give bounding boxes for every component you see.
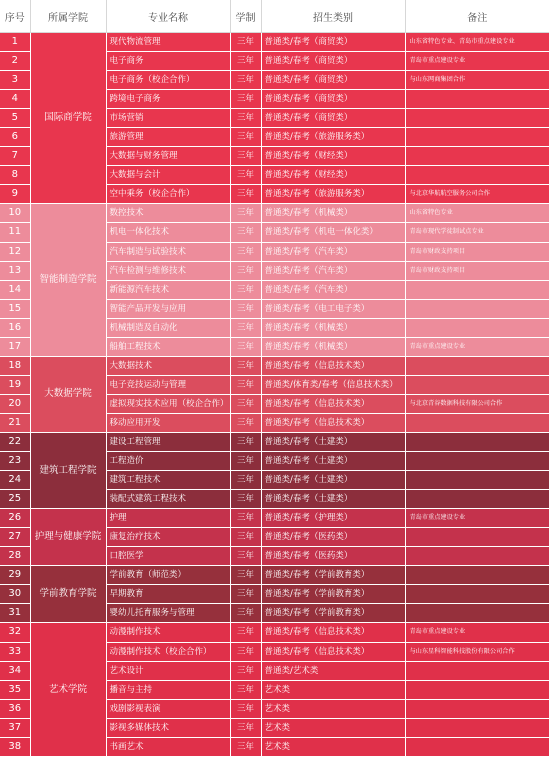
admission-category: 普通类/春考（商贸类） (261, 90, 405, 109)
admission-category: 普通类/春考（医药类） (261, 528, 405, 547)
major-name: 电子商务 (106, 52, 230, 71)
duration: 三年 (230, 71, 261, 90)
remark (405, 413, 549, 432)
header-note: 备注 (405, 0, 549, 33)
table-row (0, 566, 549, 585)
admission-category: 普通类/春考（机械类） (261, 337, 405, 356)
remark: 山东省特色专业 (405, 204, 549, 223)
admission-category: 普通类/春考（信息技术类） (261, 642, 405, 661)
table-row (0, 509, 549, 528)
duration: 三年 (230, 166, 261, 185)
duration: 三年 (230, 394, 261, 413)
duration: 三年 (230, 623, 261, 642)
duration: 三年 (230, 509, 261, 528)
admission-category: 普通类/艺术类 (261, 661, 405, 680)
row-number: 8 (0, 166, 30, 185)
college-name: 艺术学院 (30, 623, 106, 756)
remark (405, 471, 549, 490)
row-number: 37 (0, 718, 30, 737)
row-number: 1 (0, 33, 30, 52)
major-name: 大数据技术 (106, 356, 230, 375)
remark: 与北京青谷数据科技有限公司合作 (405, 394, 549, 413)
admission-category: 普通类/春考（信息技术类） (261, 623, 405, 642)
admission-category: 普通类/春考（商贸类） (261, 33, 405, 52)
remark: 青岛市重点建设专业 (405, 509, 549, 528)
duration: 三年 (230, 299, 261, 318)
duration: 三年 (230, 128, 261, 147)
admission-category: 普通类/春考（商贸类） (261, 52, 405, 71)
remark (405, 356, 549, 375)
major-name: 学前教育（师范类） (106, 566, 230, 585)
remark: 青岛市重点建设专业 (405, 623, 549, 642)
row-number: 32 (0, 623, 30, 642)
major-name: 智能产品开发与应用 (106, 299, 230, 318)
remark (405, 147, 549, 166)
duration: 三年 (230, 356, 261, 375)
remark: 青岛市重点建设专业 (405, 337, 549, 356)
major-name: 市场营销 (106, 109, 230, 128)
major-name: 动漫制作技术 (106, 623, 230, 642)
remark (405, 432, 549, 451)
remark (405, 109, 549, 128)
duration: 三年 (230, 185, 261, 204)
admission-category: 普通类/春考（机械类） (261, 318, 405, 337)
remark: 青岛市财政支持项目 (405, 242, 549, 261)
major-name: 数控技术 (106, 204, 230, 223)
remark (405, 661, 549, 680)
admission-category: 普通类/春考（汽车类） (261, 242, 405, 261)
duration: 三年 (230, 737, 261, 756)
admission-category: 普通类/春考（土建类） (261, 452, 405, 471)
duration: 三年 (230, 471, 261, 490)
duration: 三年 (230, 604, 261, 623)
row-number: 22 (0, 432, 30, 451)
row-number: 12 (0, 242, 30, 261)
row-number: 7 (0, 147, 30, 166)
remark: 青岛市现代学徒制试点专业 (405, 223, 549, 242)
duration: 三年 (230, 718, 261, 737)
major-name: 康复治疗技术 (106, 528, 230, 547)
admission-category: 普通类/春考（学前教育类） (261, 566, 405, 585)
major-name: 工程造价 (106, 452, 230, 471)
header-category: 招生类别 (261, 0, 405, 33)
major-name: 装配式建筑工程技术 (106, 490, 230, 509)
header-major: 专业名称 (106, 0, 230, 33)
college-name: 大数据学院 (30, 356, 106, 432)
table-row (0, 33, 549, 52)
admission-category: 艺术类 (261, 737, 405, 756)
admission-category: 普通类/春考（机电一体化类） (261, 223, 405, 242)
major-name: 电子商务（校企合作） (106, 71, 230, 90)
remark: 青岛市财政支持项目 (405, 261, 549, 280)
row-number: 30 (0, 585, 30, 604)
admission-category: 艺术类 (261, 699, 405, 718)
major-name: 船舶工程技术 (106, 337, 230, 356)
header-duration: 学制 (230, 0, 261, 33)
remark (405, 490, 549, 509)
row-number: 4 (0, 90, 30, 109)
major-name: 移动应用开发 (106, 413, 230, 432)
duration: 三年 (230, 337, 261, 356)
major-name: 空中乘务（校企合作） (106, 185, 230, 204)
row-number: 13 (0, 261, 30, 280)
row-number: 35 (0, 680, 30, 699)
remark (405, 604, 549, 623)
duration: 三年 (230, 33, 261, 52)
college-name: 学前教育学院 (30, 566, 106, 623)
row-number: 6 (0, 128, 30, 147)
remark (405, 718, 549, 737)
remark: 青岛市重点建设专业 (405, 52, 549, 71)
remark (405, 585, 549, 604)
admission-category: 普通类/春考（财经类） (261, 147, 405, 166)
admission-category: 普通类/春考（护理类） (261, 509, 405, 528)
duration: 三年 (230, 661, 261, 680)
remark (405, 699, 549, 718)
duration: 三年 (230, 528, 261, 547)
remark: 与山东星科智能科技股份有限公司合作 (405, 642, 549, 661)
remark (405, 566, 549, 585)
admission-category: 普通类/体育类/春考（信息技术类） (261, 375, 405, 394)
row-number: 31 (0, 604, 30, 623)
major-name: 护理 (106, 509, 230, 528)
major-name: 电子竞技运动与管理 (106, 375, 230, 394)
row-number: 29 (0, 566, 30, 585)
remark (405, 737, 549, 756)
row-number: 28 (0, 547, 30, 566)
duration: 三年 (230, 547, 261, 566)
major-name: 虚拟现实技术应用（校企合作） (106, 394, 230, 413)
duration: 三年 (230, 52, 261, 71)
table-body (0, 33, 549, 757)
remark: 与山东网商集团合作 (405, 71, 549, 90)
row-number: 17 (0, 337, 30, 356)
duration: 三年 (230, 109, 261, 128)
major-name: 汽车制造与试验技术 (106, 242, 230, 261)
table-header-row (0, 0, 549, 33)
college-name: 护理与健康学院 (30, 509, 106, 566)
admission-category: 普通类/春考（商贸类） (261, 109, 405, 128)
duration: 三年 (230, 90, 261, 109)
row-number: 18 (0, 356, 30, 375)
remark (405, 452, 549, 471)
table-row (0, 204, 549, 223)
remark (405, 547, 549, 566)
admission-category: 普通类/春考（信息技术类） (261, 356, 405, 375)
duration: 三年 (230, 585, 261, 604)
remark (405, 299, 549, 318)
duration: 三年 (230, 242, 261, 261)
remark (405, 166, 549, 185)
duration: 三年 (230, 223, 261, 242)
duration: 三年 (230, 490, 261, 509)
row-number: 11 (0, 223, 30, 242)
college-name: 国际商学院 (30, 33, 106, 204)
remark (405, 375, 549, 394)
major-name: 艺术设计 (106, 661, 230, 680)
major-name: 建筑工程技术 (106, 471, 230, 490)
row-number: 5 (0, 109, 30, 128)
admission-category: 普通类/春考（机械类） (261, 204, 405, 223)
major-name: 旅游管理 (106, 128, 230, 147)
admission-category: 普通类/春考（土建类） (261, 471, 405, 490)
row-number: 20 (0, 394, 30, 413)
major-name: 戏剧影视表演 (106, 699, 230, 718)
duration: 三年 (230, 452, 261, 471)
admission-category: 普通类/春考（医药类） (261, 547, 405, 566)
row-number: 33 (0, 642, 30, 661)
admission-category: 普通类/春考（土建类） (261, 490, 405, 509)
admission-category: 普通类/春考（电工电子类） (261, 299, 405, 318)
duration: 三年 (230, 432, 261, 451)
remark: 山东省特色专业、青岛市重点建设专业 (405, 33, 549, 52)
duration: 三年 (230, 680, 261, 699)
duration: 三年 (230, 642, 261, 661)
major-name: 婴幼儿托育服务与管理 (106, 604, 230, 623)
major-name: 现代物流管理 (106, 33, 230, 52)
row-number: 24 (0, 471, 30, 490)
college-name: 建筑工程学院 (30, 432, 106, 508)
admission-category: 艺术类 (261, 680, 405, 699)
admission-category: 普通类/春考（旅游服务类） (261, 128, 405, 147)
admission-category: 普通类/春考（财经类） (261, 166, 405, 185)
duration: 三年 (230, 413, 261, 432)
duration: 三年 (230, 318, 261, 337)
admission-category: 普通类/春考（汽车类） (261, 261, 405, 280)
duration: 三年 (230, 566, 261, 585)
admission-category: 普通类/春考（土建类） (261, 432, 405, 451)
major-name: 大数据与财务管理 (106, 147, 230, 166)
remark (405, 280, 549, 299)
row-number: 38 (0, 737, 30, 756)
duration: 三年 (230, 147, 261, 166)
admission-category: 普通类/春考（信息技术类） (261, 394, 405, 413)
major-name: 书画艺术 (106, 737, 230, 756)
table-row (0, 356, 549, 375)
admission-category: 艺术类 (261, 718, 405, 737)
duration: 三年 (230, 204, 261, 223)
row-number: 14 (0, 280, 30, 299)
row-number: 3 (0, 71, 30, 90)
admission-category: 普通类/春考（汽车类） (261, 280, 405, 299)
duration: 三年 (230, 280, 261, 299)
table-row (0, 432, 549, 451)
major-name: 影视多媒体技术 (106, 718, 230, 737)
major-name: 早期教育 (106, 585, 230, 604)
row-number: 26 (0, 509, 30, 528)
row-number: 19 (0, 375, 30, 394)
admission-category: 普通类/春考（商贸类） (261, 71, 405, 90)
major-name: 建设工程管理 (106, 432, 230, 451)
major-name: 口腔医学 (106, 547, 230, 566)
table-row (0, 623, 549, 642)
major-name: 动漫制作技术（校企合作） (106, 642, 230, 661)
major-name: 播音与主持 (106, 680, 230, 699)
remark (405, 318, 549, 337)
row-number: 21 (0, 413, 30, 432)
admission-category: 普通类/春考（学前教育类） (261, 585, 405, 604)
college-name: 智能制造学院 (30, 204, 106, 356)
remark (405, 528, 549, 547)
major-name: 跨境电子商务 (106, 90, 230, 109)
major-name: 机械制造及自动化 (106, 318, 230, 337)
header-number: 序号 (0, 0, 30, 33)
row-number: 2 (0, 52, 30, 71)
major-name: 汽车检测与维修技术 (106, 261, 230, 280)
admission-category: 普通类/春考（学前教育类） (261, 604, 405, 623)
remark (405, 90, 549, 109)
duration: 三年 (230, 699, 261, 718)
row-number: 16 (0, 318, 30, 337)
row-number: 23 (0, 452, 30, 471)
row-number: 36 (0, 699, 30, 718)
major-name: 机电一体化技术 (106, 223, 230, 242)
remark: 与北京华航航空服务公司合作 (405, 185, 549, 204)
row-number: 34 (0, 661, 30, 680)
major-name: 新能源汽车技术 (106, 280, 230, 299)
row-number: 9 (0, 185, 30, 204)
row-number: 10 (0, 204, 30, 223)
duration: 三年 (230, 261, 261, 280)
row-number: 25 (0, 490, 30, 509)
duration: 三年 (230, 375, 261, 394)
admission-category: 普通类/春考（旅游服务类） (261, 185, 405, 204)
header-college: 所属学院 (30, 0, 106, 33)
major-name: 大数据与会计 (106, 166, 230, 185)
row-number: 27 (0, 528, 30, 547)
row-number: 15 (0, 299, 30, 318)
remark (405, 680, 549, 699)
admission-category: 普通类/春考（信息技术类） (261, 413, 405, 432)
remark (405, 128, 549, 147)
